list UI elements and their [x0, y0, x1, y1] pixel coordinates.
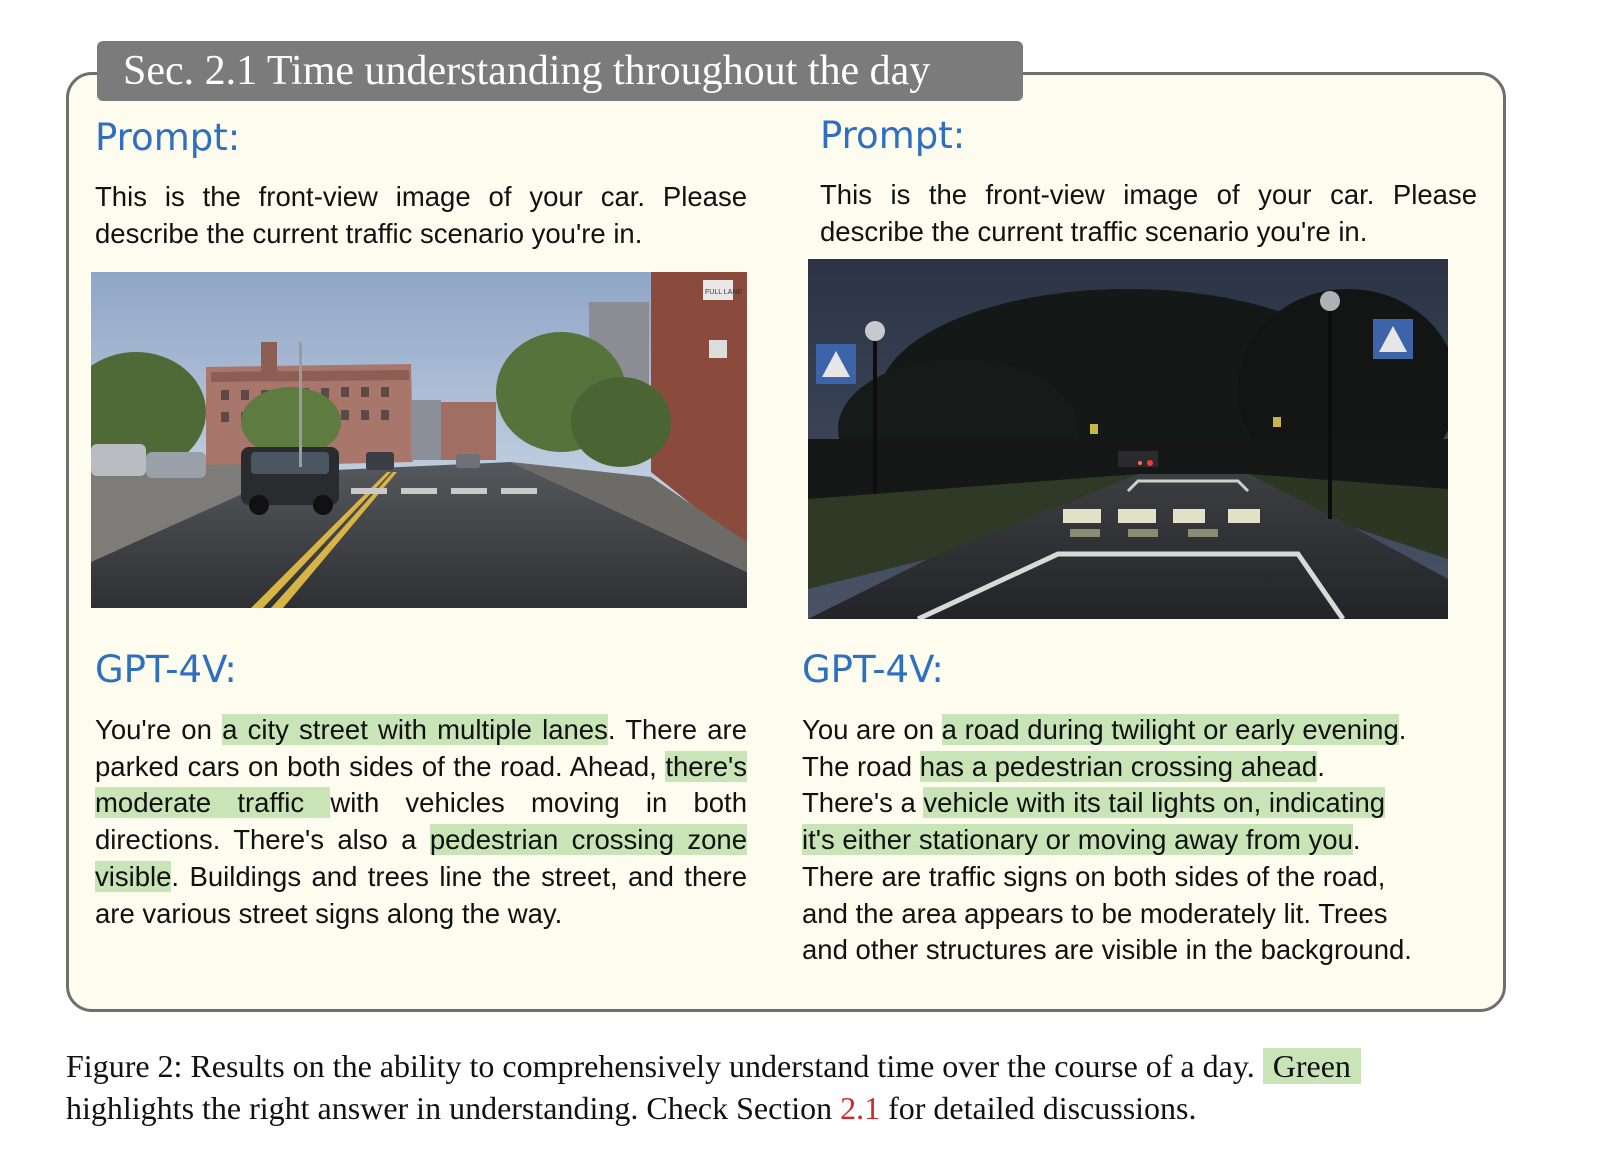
- caption-highlight-green: Green: [1263, 1048, 1361, 1084]
- section-tab: Sec. 2.1 Time understanding throughout the day: [97, 41, 1023, 101]
- right-highlighted-answer: a road during twilight or early evening: [941, 714, 1399, 745]
- right-highlighted-answer: vehicle with its tail lights on, indicating it's either stationary or moving away from you: [802, 787, 1386, 856]
- street-sign-text: FULL LANE: [705, 289, 743, 296]
- right-response-segment: . The road: [802, 714, 1407, 782]
- left-response-text: [95, 712, 747, 932]
- left-highlighted-answer: pedestrian crossing zone visible: [95, 824, 747, 892]
- caption-text-middle: highlights the right answer in understanding. Check Section: [66, 1090, 841, 1126]
- left-response-segment: with vehicles moving in both directions. There's also a: [95, 787, 747, 856]
- left-highlighted-answer: a city street with multiple lanes: [222, 714, 608, 745]
- left-gpt-heading: GPT-4V:: [95, 648, 237, 691]
- section-reference-link[interactable]: 2.1: [840, 1090, 881, 1126]
- figure-caption: [66, 1045, 1516, 1129]
- right-twilight-road-photo: [808, 259, 1448, 619]
- right-prompt-heading: Prompt:: [820, 114, 966, 157]
- right-response-segment: . There are traffic signs on both sides of the road, and the area appears to be moderately lit. Trees and other structures are visible in the background.: [802, 824, 1412, 966]
- left-response-segment: . There are parked cars on both sides of the road. Ahead,: [95, 714, 747, 782]
- right-gpt-heading: GPT-4V:: [802, 648, 944, 691]
- left-response-segment: . Buildings and trees line the street, and there are various street signs along the way.: [95, 860, 747, 929]
- right-prompt-text: This is the front-view image of your car. Please describe the current traffic scenario you're in.: [820, 179, 1477, 247]
- right-response-segment: You are on: [802, 714, 942, 745]
- right-response-text: [802, 712, 1482, 969]
- left-daytime-street-photo: [91, 272, 747, 608]
- left-response-segment: You're on: [95, 714, 223, 745]
- right-response-segment: . There's a: [802, 750, 1325, 819]
- right-highlighted-answer: has a pedestrian crossing ahead: [919, 750, 1318, 782]
- left-highlighted-answer: there's moderate traffic: [95, 750, 747, 819]
- caption-text-before: Figure 2: Results on the ability to comprehensively understand time over the course of a day.: [66, 1048, 1263, 1084]
- caption-text-after: for detailed discussions.: [880, 1090, 1197, 1126]
- left-prompt-text: This is the front-view image of your car. Please describe the current traffic scenario you're in.: [95, 181, 747, 249]
- left-prompt-heading: Prompt:: [95, 116, 241, 159]
